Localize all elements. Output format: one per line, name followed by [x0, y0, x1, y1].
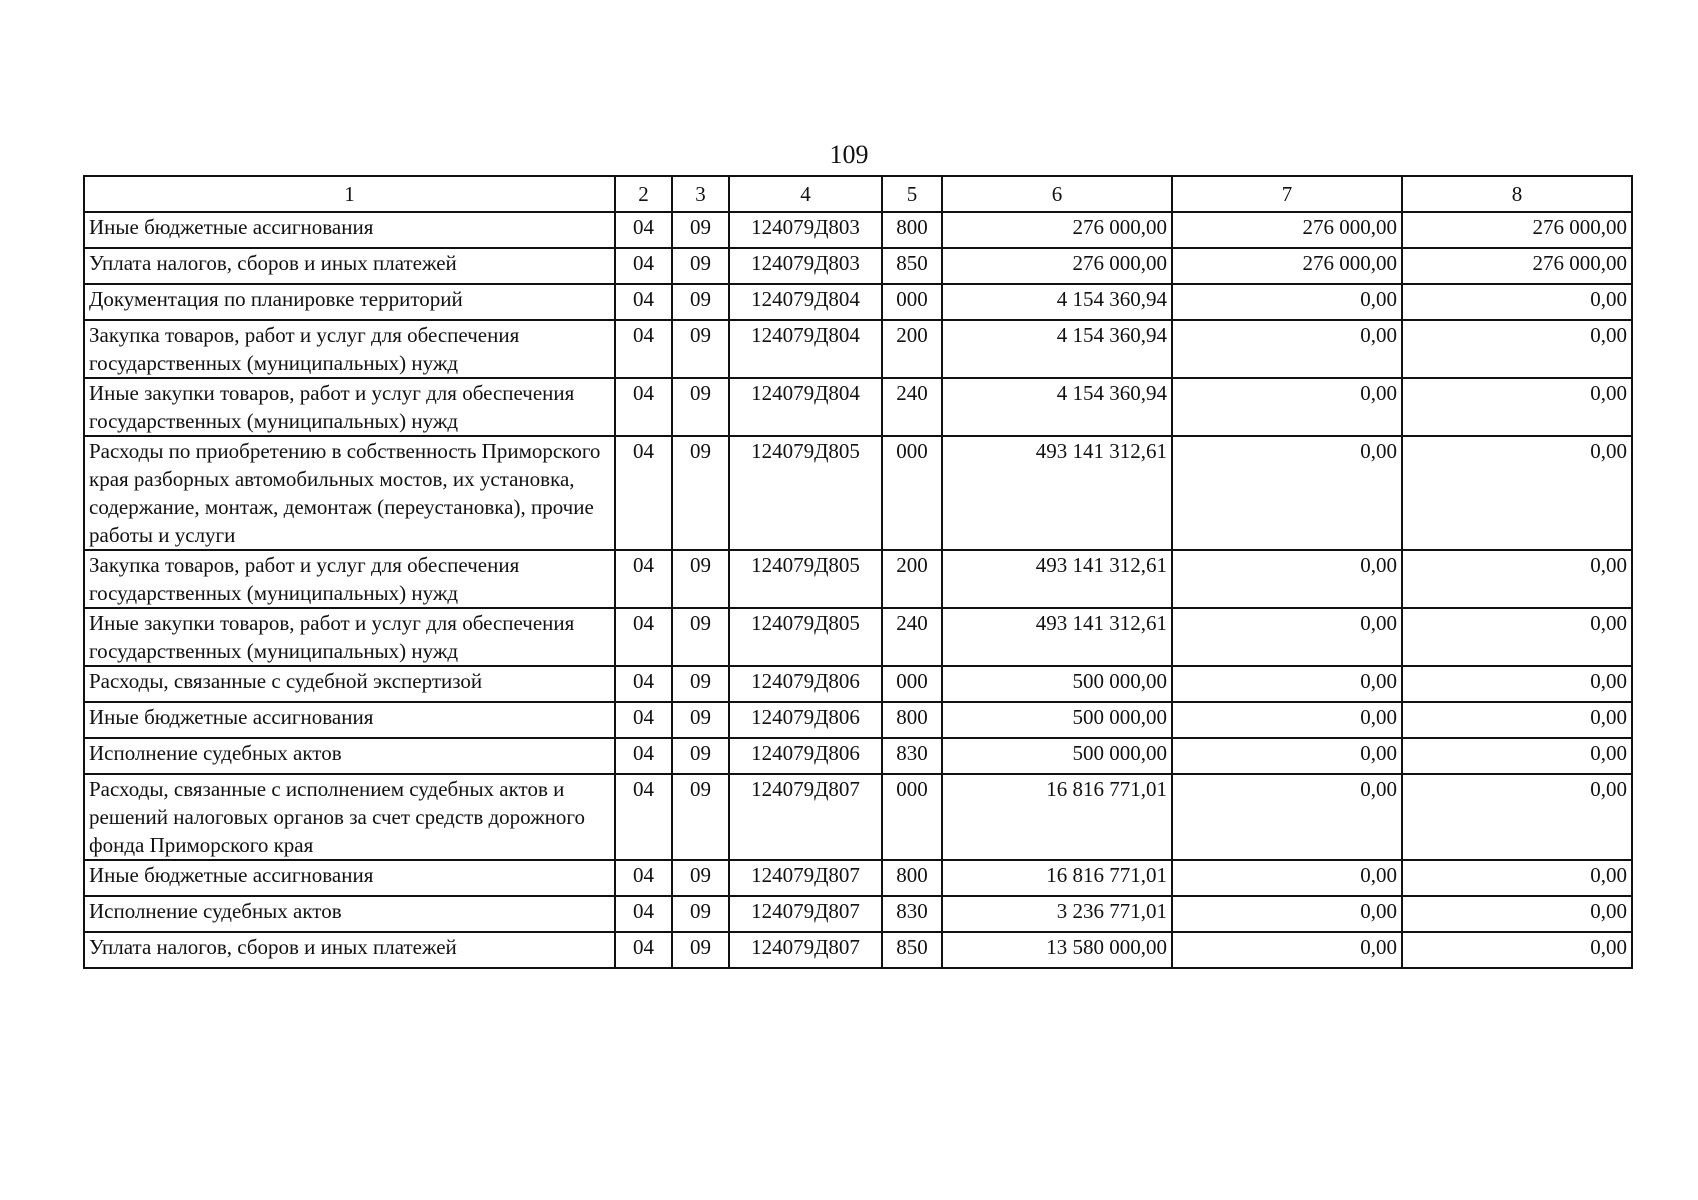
amount-col7-cell: 0,00: [1172, 550, 1402, 608]
column-header: 7: [1172, 176, 1402, 212]
subsection-code-cell: 09: [672, 774, 729, 860]
table-row: [84, 702, 1632, 738]
table-row: [84, 666, 1632, 702]
column-header: 5: [882, 176, 942, 212]
table-row: [84, 608, 1632, 666]
table-row: [84, 738, 1632, 774]
table-row: [84, 212, 1632, 248]
target-article-cell: 124079Д803: [729, 212, 882, 248]
table-row: [84, 860, 1632, 896]
expense-type-cell: 800: [882, 212, 942, 248]
subsection-code-cell: 09: [672, 550, 729, 608]
table-row: [84, 932, 1632, 968]
amount-col6-cell: 16 816 771,01: [942, 774, 1172, 860]
section-code-cell: 04: [615, 378, 672, 436]
section-code-cell: 04: [615, 702, 672, 738]
column-header: 2: [615, 176, 672, 212]
amount-col7-cell: 276 000,00: [1172, 212, 1402, 248]
amount-col6-cell: 493 141 312,61: [942, 550, 1172, 608]
column-header: 1: [84, 176, 615, 212]
subsection-code-cell: 09: [672, 666, 729, 702]
column-header: 8: [1402, 176, 1632, 212]
table-row: [84, 436, 1632, 550]
expense-type-cell: 850: [882, 932, 942, 968]
subsection-code-cell: 09: [672, 320, 729, 378]
section-code-cell: 04: [615, 860, 672, 896]
amount-col7-cell: 0,00: [1172, 896, 1402, 932]
subsection-code-cell: 09: [672, 738, 729, 774]
column-header: 4: [729, 176, 882, 212]
amount-col8-cell: 0,00: [1402, 702, 1632, 738]
expense-type-cell: 800: [882, 860, 942, 896]
amount-col6-cell: 3 236 771,01: [942, 896, 1172, 932]
subsection-code-cell: 09: [672, 378, 729, 436]
expense-type-cell: 830: [882, 738, 942, 774]
amount-col6-cell: 276 000,00: [942, 212, 1172, 248]
table-row: [84, 774, 1632, 860]
column-header: 6: [942, 176, 1172, 212]
amount-col7-cell: 0,00: [1172, 320, 1402, 378]
table-row: [84, 378, 1632, 436]
expense-type-cell: 000: [882, 666, 942, 702]
subsection-code-cell: 09: [672, 608, 729, 666]
subsection-code-cell: 09: [672, 436, 729, 550]
amount-col6-cell: 4 154 360,94: [942, 284, 1172, 320]
target-article-cell: 124079Д807: [729, 774, 882, 860]
amount-col7-cell: 276 000,00: [1172, 248, 1402, 284]
amount-col6-cell: 500 000,00: [942, 666, 1172, 702]
expense-name-cell: Уплата налогов, сборов и иных платежей: [84, 932, 615, 968]
target-article-cell: 124079Д806: [729, 666, 882, 702]
amount-col8-cell: 0,00: [1402, 608, 1632, 666]
expense-name-cell: Документация по планировке территорий: [84, 284, 615, 320]
target-article-cell: 124079Д807: [729, 896, 882, 932]
amount-col6-cell: 493 141 312,61: [942, 608, 1172, 666]
section-code-cell: 04: [615, 436, 672, 550]
subsection-code-cell: 09: [672, 860, 729, 896]
target-article-cell: 124079Д807: [729, 860, 882, 896]
amount-col7-cell: 0,00: [1172, 702, 1402, 738]
expense-name-cell: Уплата налогов, сборов и иных платежей: [84, 248, 615, 284]
expense-name-cell: Закупка товаров, работ и услуг для обеспечения государственных (муниципальных) нужд: [84, 320, 615, 378]
section-code-cell: 04: [615, 774, 672, 860]
amount-col6-cell: 276 000,00: [942, 248, 1172, 284]
amount-col8-cell: 0,00: [1402, 774, 1632, 860]
amount-col6-cell: 4 154 360,94: [942, 320, 1172, 378]
amount-col6-cell: 13 580 000,00: [942, 932, 1172, 968]
table-row: [84, 284, 1632, 320]
subsection-code-cell: 09: [672, 284, 729, 320]
target-article-cell: 124079Д804: [729, 378, 882, 436]
section-code-cell: 04: [615, 932, 672, 968]
amount-col8-cell: 0,00: [1402, 666, 1632, 702]
subsection-code-cell: 09: [672, 932, 729, 968]
amount-col8-cell: 0,00: [1402, 896, 1632, 932]
expense-type-cell: 240: [882, 608, 942, 666]
section-code-cell: 04: [615, 248, 672, 284]
expense-name-cell: Иные бюджетные ассигнования: [84, 860, 615, 896]
expense-name-cell: Расходы, связанные с исполнением судебных актов и решений налоговых органов за счет средств дорожного фонда Приморского края: [84, 774, 615, 860]
amount-col7-cell: 0,00: [1172, 666, 1402, 702]
amount-col6-cell: 4 154 360,94: [942, 378, 1172, 436]
table-row: [84, 320, 1632, 378]
subsection-code-cell: 09: [672, 702, 729, 738]
expense-name-cell: Расходы, связанные с судебной экспертизой: [84, 666, 615, 702]
table-body: [84, 212, 1632, 968]
expense-type-cell: 830: [882, 896, 942, 932]
table-row: [84, 896, 1632, 932]
amount-col8-cell: 276 000,00: [1402, 248, 1632, 284]
table-row: [84, 550, 1632, 608]
expense-type-cell: 200: [882, 550, 942, 608]
expense-type-cell: 000: [882, 436, 942, 550]
subsection-code-cell: 09: [672, 212, 729, 248]
page-number: 109: [829, 140, 869, 169]
table-row: [84, 248, 1632, 284]
expense-type-cell: 240: [882, 378, 942, 436]
table-header-row: [84, 176, 1632, 212]
target-article-cell: 124079Д806: [729, 738, 882, 774]
amount-col8-cell: 0,00: [1402, 550, 1632, 608]
target-article-cell: 124079Д806: [729, 702, 882, 738]
expense-name-cell: Иные бюджетные ассигнования: [84, 702, 615, 738]
section-code-cell: 04: [615, 320, 672, 378]
amount-col7-cell: 0,00: [1172, 608, 1402, 666]
expense-name-cell: Иные бюджетные ассигнования: [84, 212, 615, 248]
expense-type-cell: 000: [882, 774, 942, 860]
amount-col8-cell: 0,00: [1402, 436, 1632, 550]
section-code-cell: 04: [615, 608, 672, 666]
expense-name-cell: Закупка товаров, работ и услуг для обеспечения государственных (муниципальных) нужд: [84, 550, 615, 608]
amount-col7-cell: 0,00: [1172, 436, 1402, 550]
section-code-cell: 04: [615, 284, 672, 320]
amount-col6-cell: 500 000,00: [942, 738, 1172, 774]
section-code-cell: 04: [615, 212, 672, 248]
amount-col7-cell: 0,00: [1172, 378, 1402, 436]
budget-table: [83, 175, 1633, 969]
amount-col6-cell: 500 000,00: [942, 702, 1172, 738]
expense-name-cell: Иные закупки товаров, работ и услуг для обеспечения государственных (муниципальных) нужд: [84, 608, 615, 666]
target-article-cell: 124079Д803: [729, 248, 882, 284]
expense-type-cell: 200: [882, 320, 942, 378]
amount-col8-cell: 0,00: [1402, 284, 1632, 320]
expense-name-cell: Исполнение судебных актов: [84, 896, 615, 932]
expense-name-cell: Расходы по приобретению в собственность Приморского края разборных автомобильных мостов, их установка, содержание, монтаж, демонтаж (переустановка), прочие работы и услуги: [84, 436, 615, 550]
section-code-cell: 04: [615, 896, 672, 932]
amount-col8-cell: 276 000,00: [1402, 212, 1632, 248]
expense-name-cell: Исполнение судебных актов: [84, 738, 615, 774]
amount-col8-cell: 0,00: [1402, 860, 1632, 896]
amount-col8-cell: 0,00: [1402, 378, 1632, 436]
target-article-cell: 124079Д804: [729, 284, 882, 320]
section-code-cell: 04: [615, 738, 672, 774]
amount-col6-cell: 493 141 312,61: [942, 436, 1172, 550]
target-article-cell: 124079Д805: [729, 550, 882, 608]
expense-type-cell: 800: [882, 702, 942, 738]
amount-col7-cell: 0,00: [1172, 738, 1402, 774]
amount-col7-cell: 0,00: [1172, 284, 1402, 320]
subsection-code-cell: 09: [672, 896, 729, 932]
target-article-cell: 124079Д805: [729, 436, 882, 550]
target-article-cell: 124079Д804: [729, 320, 882, 378]
amount-col8-cell: 0,00: [1402, 738, 1632, 774]
section-code-cell: 04: [615, 666, 672, 702]
target-article-cell: 124079Д807: [729, 932, 882, 968]
amount-col7-cell: 0,00: [1172, 932, 1402, 968]
target-article-cell: 124079Д805: [729, 608, 882, 666]
expense-type-cell: 850: [882, 248, 942, 284]
amount-col6-cell: 16 816 771,01: [942, 860, 1172, 896]
amount-col8-cell: 0,00: [1402, 932, 1632, 968]
expense-name-cell: Иные закупки товаров, работ и услуг для обеспечения государственных (муниципальных) нужд: [84, 378, 615, 436]
section-code-cell: 04: [615, 550, 672, 608]
expense-type-cell: 000: [882, 284, 942, 320]
amount-col8-cell: 0,00: [1402, 320, 1632, 378]
amount-col7-cell: 0,00: [1172, 860, 1402, 896]
amount-col7-cell: 0,00: [1172, 774, 1402, 860]
column-header: 3: [672, 176, 729, 212]
subsection-code-cell: 09: [672, 248, 729, 284]
